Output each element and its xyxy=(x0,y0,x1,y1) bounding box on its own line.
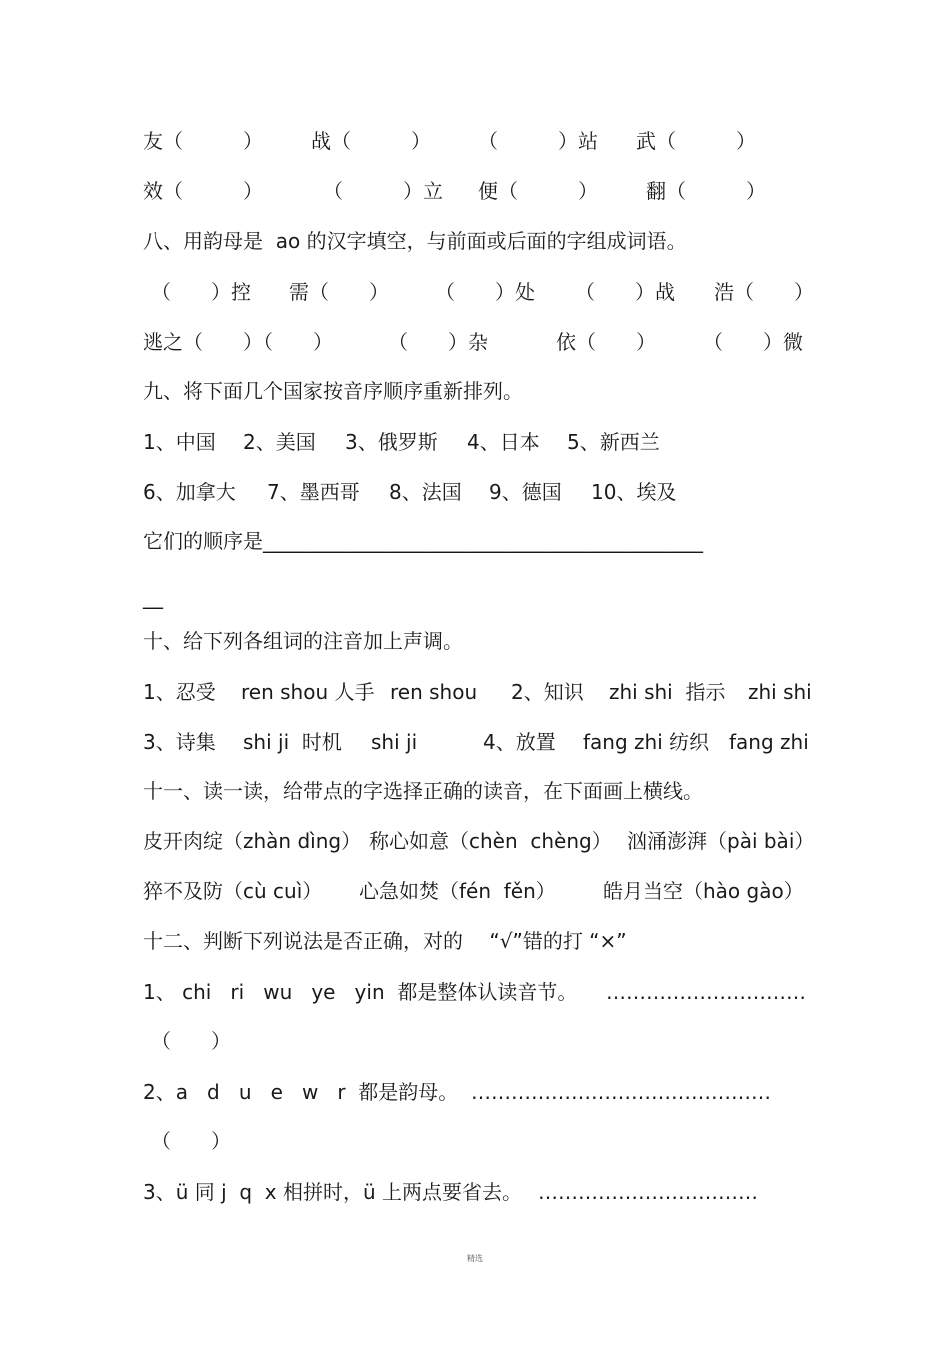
reading-row-2 xyxy=(143,876,810,906)
row-words-1-segment: 武（ ） xyxy=(636,129,756,153)
row-words-1-segment: 战（ ） xyxy=(311,129,431,153)
row-ao-1-segment: （ ）控 xyxy=(151,280,251,304)
section-9-heading-segment: 九、将下面几个国家按音序顺序重新排列。 xyxy=(143,379,523,403)
section-11-heading xyxy=(143,776,810,806)
tones-row-2-segment: 4、放置 xyxy=(483,730,556,754)
reading-row-1-segment: 汹涌澎湃（pài bài） xyxy=(627,829,815,853)
row-ao-1-segment: 浩（ ） xyxy=(714,280,814,304)
tones-row-1-segment: ren shou xyxy=(390,680,478,704)
row-words-2-segment: （ ）立 xyxy=(323,179,443,203)
judge-item-2-segment: 2、a d u e w r 都是韵母。 xyxy=(143,1080,459,1104)
countries-row-1 xyxy=(143,427,810,457)
countries-row-2-segment: 6、加拿大 xyxy=(143,480,236,504)
section-9-heading xyxy=(143,376,810,406)
row-ao-2-segment: （ ）杂 xyxy=(388,330,488,354)
judge-item-2-bracket-segment: （ ） xyxy=(151,1129,231,1153)
judge-item-2-bracket xyxy=(143,1126,810,1156)
row-words-2-segment: 翻（ ） xyxy=(646,179,766,203)
judge-item-1-segment: 1、 chi ri wu ye yin 都是整体认读音节。 xyxy=(143,980,578,1004)
order-answer-line-segment: 它们的顺序是____________________________________________ xyxy=(143,529,703,553)
tones-row-1-segment: 2、知识 xyxy=(511,680,584,704)
answer-line-continued-segment: __ xyxy=(143,585,163,609)
row-ao-1-segment: （ ）战 xyxy=(575,280,675,304)
reading-row-2-segment: 心急如焚（fén fěn） xyxy=(359,879,556,903)
countries-row-1-segment: 1、中国 xyxy=(143,430,216,454)
reading-row-2-segment: 皓月当空（hào gào） xyxy=(603,879,804,903)
reading-row-1 xyxy=(143,826,815,856)
judge-item-1-segment: ………………………… xyxy=(606,980,806,1004)
countries-row-1-segment: 4、日本 xyxy=(467,430,540,454)
tones-row-2-segment: 3、诗集 xyxy=(143,730,216,754)
judge-item-1-bracket xyxy=(143,1026,810,1056)
tones-row-1-segment: 1、忍受 xyxy=(143,680,216,704)
judge-item-2-segment: ……………………………………… xyxy=(471,1080,771,1104)
row-ao-1-segment: 需（ ） xyxy=(289,280,389,304)
section-10-heading-segment: 十、给下列各组词的注音加上声调。 xyxy=(143,629,463,653)
countries-row-2-segment: 8、法国 xyxy=(389,480,462,504)
row-words-1-segment: 友（ ） xyxy=(143,129,263,153)
section-11-heading-segment: 十一、读一读，给带点的字选择正确的读音，在下面画上横线。 xyxy=(143,779,703,803)
countries-row-2-segment: 9、德国 xyxy=(489,480,562,504)
reading-row-1-segment: 称心如意（chèn chèng） xyxy=(369,829,612,853)
tones-row-2 xyxy=(143,727,810,757)
judge-item-3 xyxy=(143,1177,810,1207)
row-words-1-segment: （ ）站 xyxy=(478,129,598,153)
tones-row-1-segment: ren shou 人手 xyxy=(241,680,375,704)
tones-row-1-segment: zhi shi xyxy=(748,680,812,704)
footer-label: 精选 xyxy=(467,1254,483,1263)
row-ao-1-segment: （ ）处 xyxy=(435,280,535,304)
tones-row-2-segment: shi ji xyxy=(371,730,418,754)
row-words-1 xyxy=(143,126,810,156)
row-words-2-segment: 便（ ） xyxy=(478,179,598,203)
countries-row-2 xyxy=(143,477,810,507)
section-12-heading-segment: 十二、判断下列说法是否正确，对的 “√”错的打 “×” xyxy=(143,929,627,953)
tones-row-2-segment: fang zhi 纺织 xyxy=(583,730,710,754)
judge-item-3-segment: 3、ü 同 j q x 相拼时，ü 上两点要省去。 xyxy=(143,1180,523,1204)
reading-row-2-segment: 猝不及防（cù cuì） xyxy=(143,879,323,903)
section-10-heading xyxy=(143,626,810,656)
countries-row-2-segment: 10、埃及 xyxy=(591,480,677,504)
tones-row-2-segment: shi ji 时机 xyxy=(243,730,342,754)
countries-row-1-segment: 3、俄罗斯 xyxy=(345,430,438,454)
row-words-2-segment: 效（ ） xyxy=(143,179,263,203)
tones-row-1 xyxy=(143,677,810,707)
tones-row-2-segment: fang zhi xyxy=(729,730,809,754)
countries-row-2-segment: 7、墨西哥 xyxy=(267,480,360,504)
section-12-heading xyxy=(143,926,810,956)
answer-line-continued xyxy=(143,582,810,612)
row-ao-2-segment: 逃之（ ）（ ） xyxy=(143,330,333,354)
row-ao-2-segment: （ ）微 xyxy=(703,330,803,354)
row-ao-1 xyxy=(143,277,814,307)
tones-row-1-segment: zhi shi 指示 xyxy=(609,680,726,704)
row-ao-2 xyxy=(143,327,810,357)
row-ao-2-segment: 依（ ） xyxy=(556,330,656,354)
row-words-2 xyxy=(143,176,810,206)
judge-item-1-bracket-segment: （ ） xyxy=(151,1029,231,1053)
judge-item-2 xyxy=(143,1077,810,1107)
section-8-heading-segment: 八、用韵母是 ao 的汉字填空，与前面或后面的字组成词语。 xyxy=(143,229,687,253)
judge-item-1 xyxy=(143,977,810,1007)
countries-row-1-segment: 2、美国 xyxy=(243,430,316,454)
section-8-heading xyxy=(143,226,810,256)
judge-item-3-segment: …………………………… xyxy=(538,1180,758,1204)
reading-row-1-segment: 皮开肉绽（zhàn dìng） xyxy=(143,829,362,853)
order-answer-line xyxy=(143,526,810,556)
countries-row-1-segment: 5、新西兰 xyxy=(567,430,660,454)
